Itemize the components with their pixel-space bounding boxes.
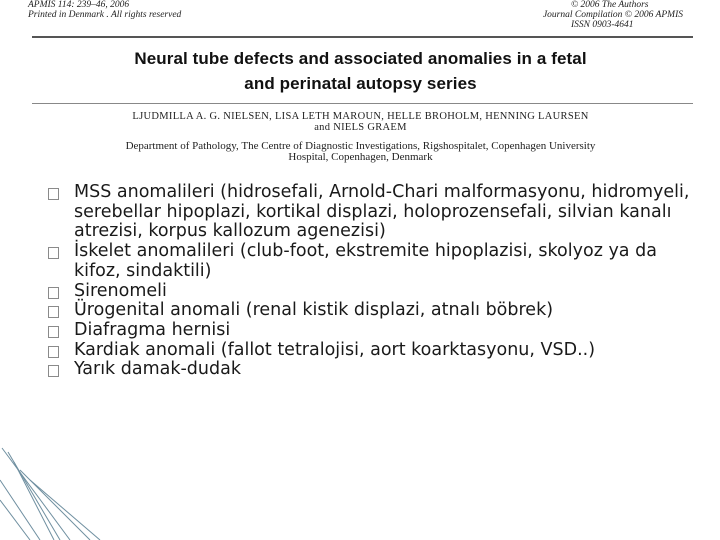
- list-item: [48, 242, 708, 281]
- decor-lines-group: [0, 448, 100, 540]
- checkbox-bullet-icon: [48, 188, 59, 200]
- corner-decoration: [0, 440, 140, 540]
- list-item: [48, 341, 708, 361]
- decor-line: [14, 462, 54, 540]
- list-item: [48, 301, 708, 321]
- journal-copyright: [542, 0, 683, 30]
- list-item: [48, 282, 708, 302]
- article-title-line-1: Neural tube defects and associated anomalies in a fetal: [134, 49, 587, 68]
- list-item: [48, 360, 708, 380]
- decor-line: [0, 480, 40, 540]
- article-department: [28, 141, 693, 163]
- list-item-text: Ürogenital anomali (renal kistik displazi, atnalı böbrek): [74, 300, 554, 321]
- title-bottom-rule: [32, 103, 693, 104]
- title-top-rule: [32, 36, 693, 38]
- list-item: [48, 183, 708, 242]
- list-item: [48, 321, 708, 341]
- checkbox-bullet-icon: [48, 247, 59, 259]
- list-item-text: Yarık damak-dudak: [74, 359, 241, 380]
- checkbox-bullet-icon: [48, 287, 59, 299]
- department-line-1: Department of Pathology, The Centre of Diagnostic Investigations, Rigshospitalet, Copenhagen University: [125, 140, 596, 152]
- citation-line-1: APMIS 114: 239–46, 2006: [28, 0, 130, 10]
- copyright-line-3: ISSN 0903-4641: [570, 20, 634, 30]
- copyright-line-2: Journal Compilation © 2006 APMIS: [542, 10, 683, 20]
- anomaly-list: [48, 183, 708, 380]
- article-title-line-2: and perinatal autopsy series: [244, 74, 477, 93]
- checkbox-bullet-icon: [48, 346, 59, 358]
- list-item-text: Sirenomeli: [74, 280, 167, 301]
- journal-citation: [28, 0, 181, 20]
- citation-line-2: Printed in Denmark . All rights reserved: [28, 10, 182, 20]
- list-item-text: Kardiak anomali (fallot tetralojisi, aort koarktasyonu, VSD..): [74, 339, 596, 360]
- decor-line: [30, 480, 100, 540]
- authors-line-1: LJUDMILLA A. G. NIELSEN, LISA LETH MAROUN, HELLE BROHOLM, HENNING LAURSEN: [132, 111, 589, 122]
- article-title: [28, 46, 693, 96]
- article-authors: [28, 111, 693, 133]
- checkbox-bullet-icon: [48, 365, 59, 377]
- authors-line-2: and NIELS GRAEM: [314, 122, 407, 133]
- list-item-text: Diafragma hernisi: [74, 319, 231, 340]
- department-line-2: Hospital, Copenhagen, Denmark: [288, 151, 433, 163]
- decor-line: [0, 500, 30, 540]
- checkbox-bullet-icon: [48, 306, 59, 318]
- copyright-line-1: © 2006 The Authors: [570, 0, 649, 10]
- checkbox-bullet-icon: [48, 326, 59, 338]
- journal-header-image: [28, 0, 693, 165]
- decor-line: [2, 448, 70, 540]
- list-item-text: İskelet anomalileri (club-foot, ekstremite hipoplazisi, skolyoz ya da kifoz, sindaktili): [74, 241, 657, 281]
- list-item-text: MSS anomalileri (hidrosefali, Arnold-Chari malformasyonu, hidromyeli, serebellar hipoplazi, kortikal displazi, holoprozensefali, silvian kanalı atrezisi, korpus kallozum agenezisi): [74, 182, 690, 242]
